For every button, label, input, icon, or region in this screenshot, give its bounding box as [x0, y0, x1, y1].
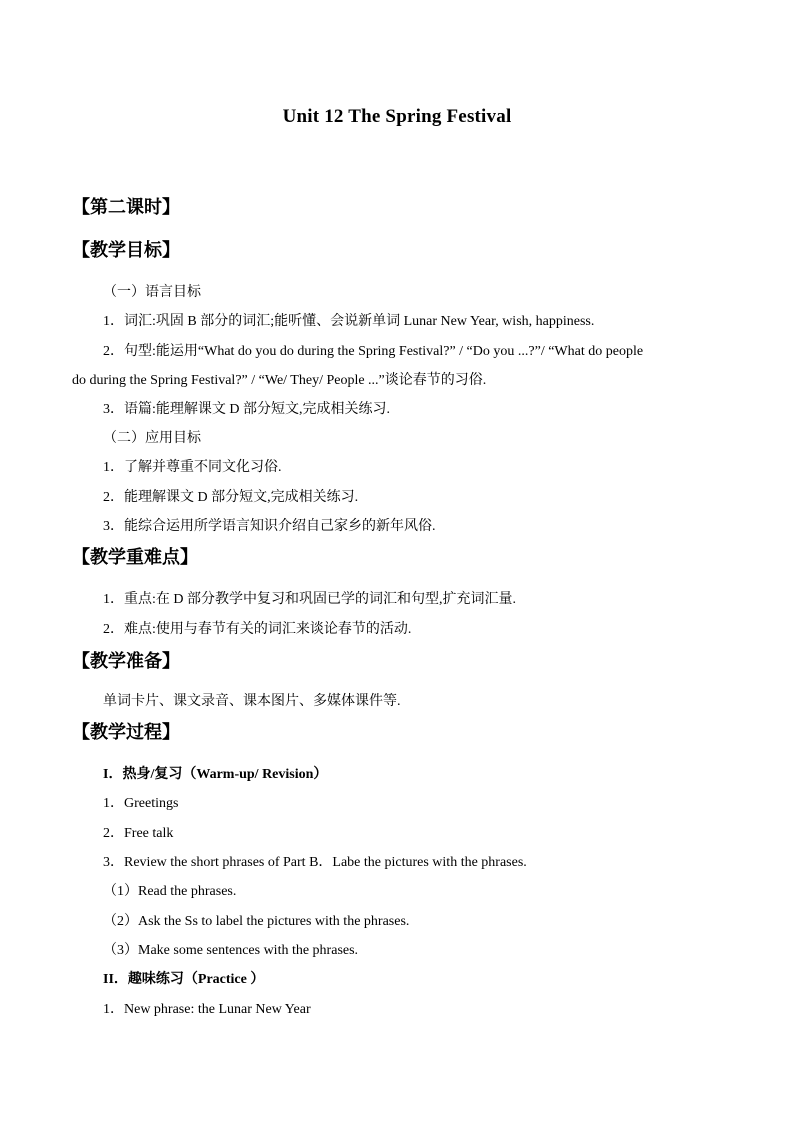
language-goal-label: （一）语言目标: [103, 285, 201, 300]
language-item-continued: do during the Spring Festival?” / “We/ They/ People ...”谈论春节的习俗.: [72, 373, 487, 388]
objectives-heading: 【教学目标】: [72, 240, 180, 261]
document-title: Unit 12 The Spring Festival: [282, 106, 512, 127]
language-item: 3．语篇:能理解课文 D 部分短文,完成相关练习.: [103, 402, 390, 417]
part1-subitem: （2）Ask the Ss to label the pictures with the phrases.: [103, 914, 410, 929]
application-goal-label: （二）应用目标: [103, 431, 201, 446]
part1-item: 2．Free talk: [103, 826, 174, 841]
application-item: 3．能综合运用所学语言知识介绍自己家乡的新年风俗.: [103, 519, 436, 534]
preparation-text: 单词卡片、课文录音、课本图片、多媒体课件等.: [103, 694, 401, 709]
part1-subitem: （3）Make some sentences with the phrases.: [103, 943, 359, 958]
application-item: 2．能理解课文 D 部分短文,完成相关练习.: [103, 490, 359, 505]
key-point-item: 2．难点:使用与春节有关的词汇来谈论春节的活动.: [103, 622, 412, 637]
lesson-tag: 【第二课时】: [72, 197, 180, 218]
application-item: 1．了解并尊重不同文化习俗.: [103, 460, 282, 475]
part2-title: II．趣味练习（Practice ）: [103, 972, 265, 987]
part1-item: 3．Review the short phrases of Part B．Labe the pictures with the phrases.: [103, 855, 527, 870]
language-item: 2．句型:能运用“What do you do during the Spring Festival?” / “Do you ...?”/ “What do people: [103, 344, 644, 359]
part1-item: 1．Greetings: [103, 796, 179, 811]
key-points-heading: 【教学重难点】: [72, 547, 198, 568]
language-item: 1．词汇:巩固 B 部分的词汇;能听懂、会说新单词 Lunar New Year, wish, happiness.: [103, 314, 595, 329]
part2-item: 1．New phrase: the Lunar New Year: [103, 1002, 311, 1017]
process-heading: 【教学过程】: [72, 722, 180, 743]
preparation-heading: 【教学准备】: [72, 651, 180, 672]
key-point-item: 1．重点:在 D 部分教学中复习和巩固已学的词汇和句型,扩充词汇量.: [103, 592, 516, 607]
part1-subitem: （1）Read the phrases.: [103, 884, 237, 899]
part1-title: I．热身/复习（Warm-up/ Revision）: [103, 767, 328, 782]
